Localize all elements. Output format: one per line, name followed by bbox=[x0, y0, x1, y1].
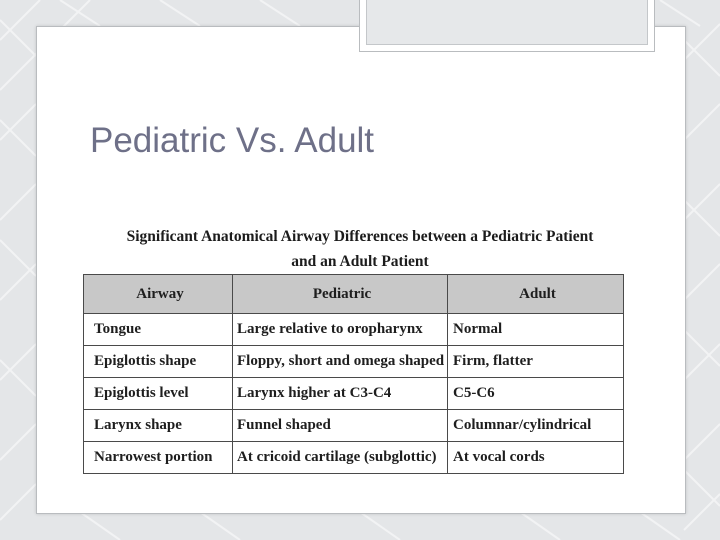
header-adult: Adult bbox=[448, 275, 624, 314]
airway-differences-table bbox=[83, 274, 624, 474]
cell-pediatric: Funnel shaped bbox=[233, 410, 448, 442]
cell-adult: Columnar/cylindrical bbox=[448, 410, 624, 442]
cell-airway: Larynx shape bbox=[84, 410, 233, 442]
table-row-tongue bbox=[84, 314, 624, 346]
cell-adult: Firm, flatter bbox=[448, 346, 624, 378]
cell-adult: Normal bbox=[448, 314, 624, 346]
header-airway: Airway bbox=[84, 275, 233, 314]
table-caption-line-1: Significant Anatomical Airway Differences between a Pediatric Patient bbox=[126, 228, 594, 245]
cell-airway: Epiglottis level bbox=[84, 378, 233, 410]
slide-top-tab-inner bbox=[366, 0, 648, 45]
table-header-row bbox=[84, 275, 624, 314]
slide-title: Pediatric Vs. Adult bbox=[90, 121, 375, 160]
table-caption bbox=[120, 224, 600, 274]
cell-pediatric: At cricoid cartilage (subglottic) bbox=[233, 442, 448, 474]
table-row-narrowest-portion bbox=[84, 442, 624, 474]
slide-top-tab bbox=[359, 0, 655, 52]
header-pediatric: Pediatric bbox=[233, 275, 448, 314]
cell-pediatric: Floppy, short and omega shaped bbox=[233, 346, 448, 378]
cell-pediatric: Large relative to oropharynx bbox=[233, 314, 448, 346]
table-caption-line-2: and an Adult Patient bbox=[291, 253, 429, 270]
cell-pediatric: Larynx higher at C3-C4 bbox=[233, 378, 448, 410]
cell-airway: Tongue bbox=[84, 314, 233, 346]
cell-adult: C5-C6 bbox=[448, 378, 624, 410]
cell-airway: Narrowest portion bbox=[84, 442, 233, 474]
cell-adult: At vocal cords bbox=[448, 442, 624, 474]
cell-airway: Epiglottis shape bbox=[84, 346, 233, 378]
table-row-larynx-shape bbox=[84, 410, 624, 442]
table-row-epiglottis-shape bbox=[84, 346, 624, 378]
table-row-epiglottis-level bbox=[84, 378, 624, 410]
